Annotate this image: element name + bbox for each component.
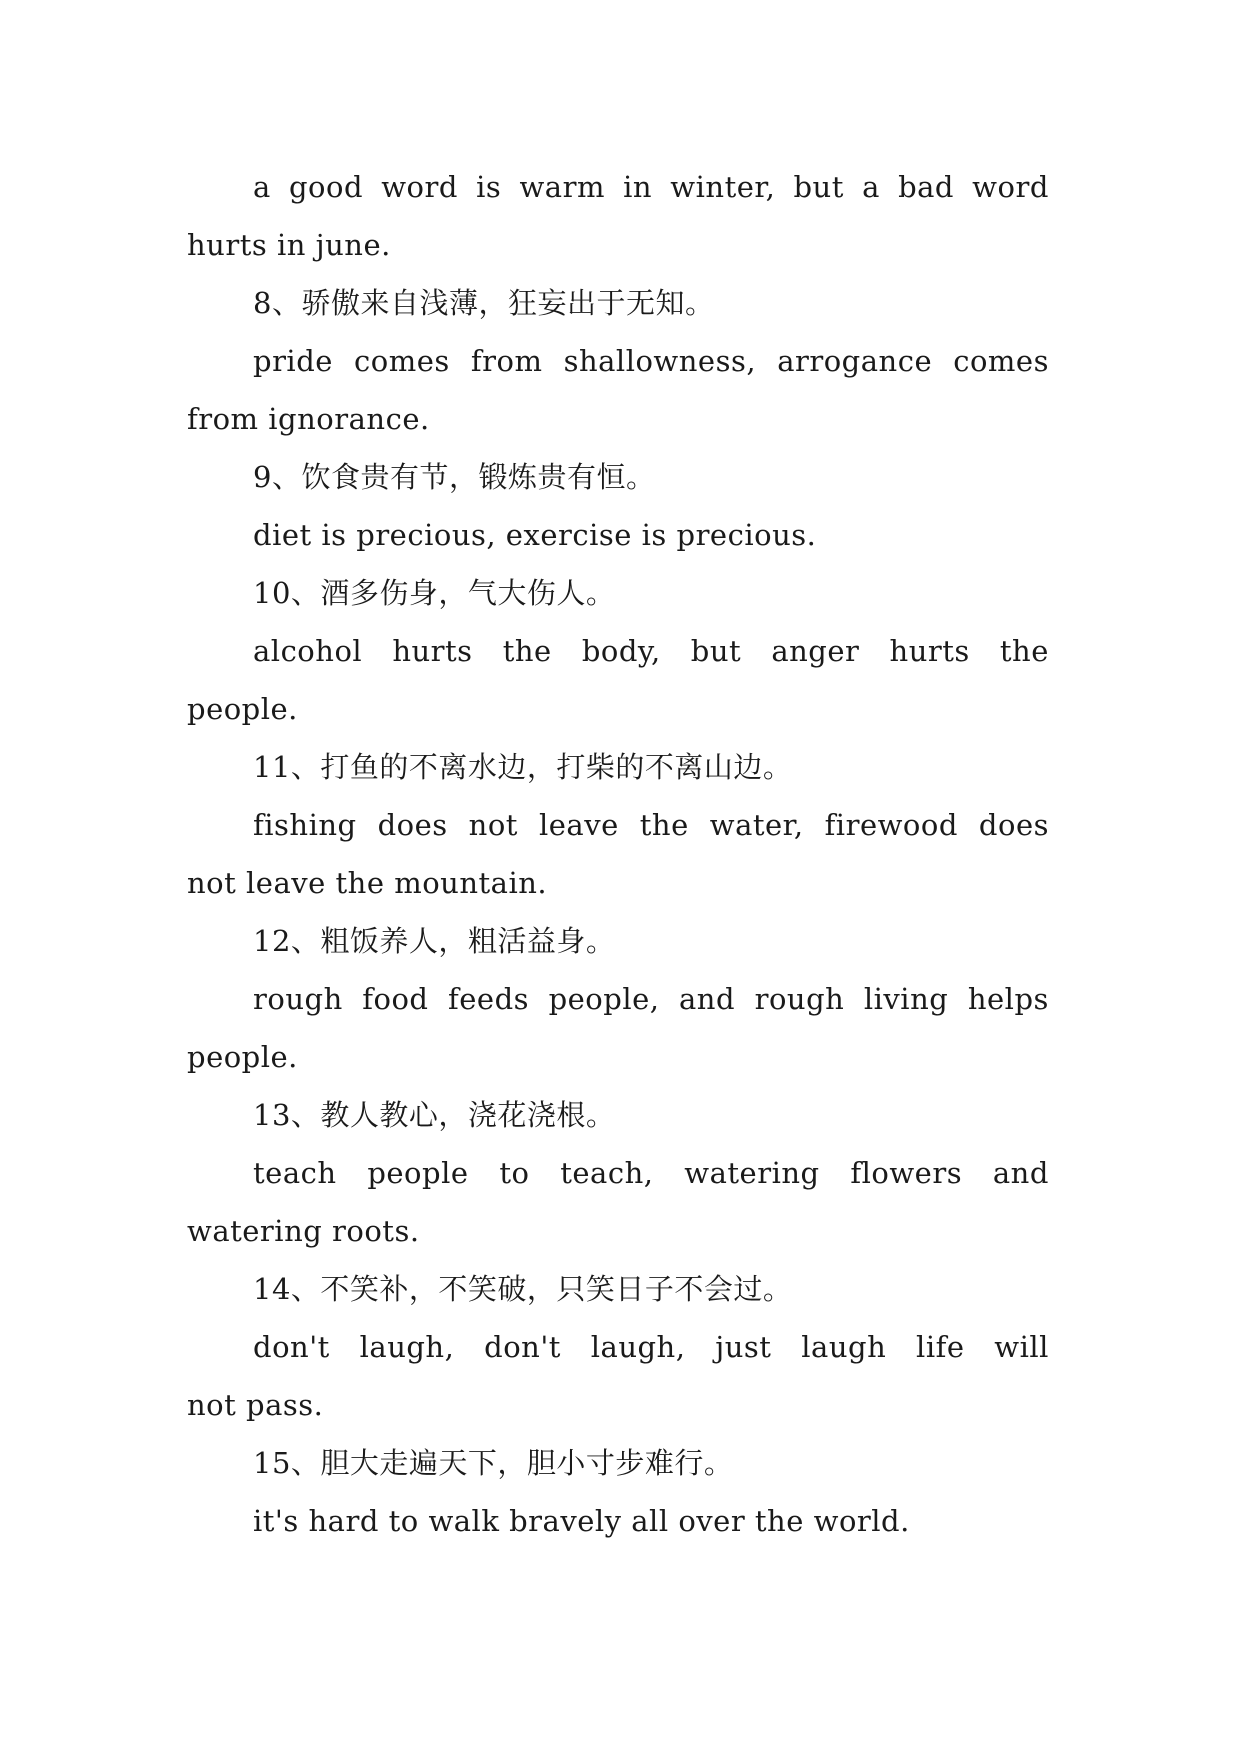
word: arrogance xyxy=(777,344,933,378)
word: laugh xyxy=(801,1330,887,1364)
word: in xyxy=(623,170,653,204)
word: people, xyxy=(548,982,660,1016)
text-line xyxy=(187,158,1049,216)
chinese-proverb-paragraph xyxy=(187,1086,1049,1144)
english-translation-paragraph xyxy=(187,506,1049,564)
text-line xyxy=(187,622,1049,680)
text-line xyxy=(187,1318,1049,1376)
word: food xyxy=(362,982,429,1016)
word: teach xyxy=(253,1156,337,1190)
word: life xyxy=(916,1330,965,1364)
word: hurts xyxy=(889,634,970,668)
text-line: from ignorance. xyxy=(187,402,430,436)
english-translation-paragraph xyxy=(187,796,1049,912)
word: just xyxy=(715,1330,772,1364)
word: but xyxy=(690,634,742,668)
english-translation-paragraph xyxy=(187,622,1049,738)
word: the xyxy=(639,808,689,842)
word: flowers xyxy=(850,1156,963,1190)
word: shallowness, xyxy=(563,344,757,378)
word: watering xyxy=(684,1156,820,1190)
word: word xyxy=(381,170,458,204)
word: comes xyxy=(953,344,1049,378)
word: to xyxy=(499,1156,530,1190)
word: good xyxy=(288,170,364,204)
word: don't xyxy=(484,1330,561,1364)
text-line: diet is precious, exercise is precious. xyxy=(253,518,817,552)
word: laugh, xyxy=(359,1330,455,1364)
word: pride xyxy=(253,344,333,378)
text-line xyxy=(187,796,1049,854)
text-line xyxy=(187,970,1049,1028)
word: comes xyxy=(354,344,450,378)
word: hurts xyxy=(392,634,473,668)
text-line: 12、粗饭养人，粗活益身。 xyxy=(253,924,616,958)
word: alcohol xyxy=(253,634,363,668)
word: a xyxy=(862,170,880,204)
text-line: hurts in june. xyxy=(187,228,391,262)
text-line xyxy=(187,1144,1049,1202)
word: don't xyxy=(253,1330,330,1364)
chinese-proverb-paragraph xyxy=(187,1434,1049,1492)
text-line: not pass. xyxy=(187,1388,324,1422)
chinese-proverb-paragraph xyxy=(187,448,1049,506)
word: does xyxy=(978,808,1049,842)
chinese-proverb-paragraph xyxy=(187,564,1049,622)
word: but xyxy=(793,170,844,204)
chinese-proverb-paragraph xyxy=(187,738,1049,796)
word: from xyxy=(470,344,543,378)
word: a xyxy=(253,170,271,204)
word: the xyxy=(502,634,552,668)
english-translation-paragraph xyxy=(187,158,1049,274)
word: winter, xyxy=(670,170,776,204)
chinese-proverb-paragraph xyxy=(187,912,1049,970)
word: and xyxy=(992,1156,1049,1190)
text-line: 11、打鱼的不离水边，打柴的不离山边。 xyxy=(253,750,793,784)
text-line: 9、饮食贵有节，锻炼贵有恒。 xyxy=(253,460,656,494)
text-line: people. xyxy=(187,1040,298,1074)
word: living xyxy=(863,982,949,1016)
word: people xyxy=(367,1156,469,1190)
text-line: 10、酒多伤身，气大伤人。 xyxy=(253,576,616,610)
word: not xyxy=(468,808,518,842)
word: anger xyxy=(771,634,860,668)
word: helps xyxy=(967,982,1049,1016)
text-line: 15、胆大走遍天下，胆小寸步难行。 xyxy=(253,1446,734,1480)
word: fishing xyxy=(253,808,357,842)
text-line: 8、骄傲来自浅薄，狂妄出于无知。 xyxy=(253,286,715,320)
english-translation-paragraph xyxy=(187,1318,1049,1434)
word: teach, xyxy=(560,1156,654,1190)
english-translation-paragraph xyxy=(187,1144,1049,1260)
text-line: not leave the mountain. xyxy=(187,866,548,900)
word: rough xyxy=(253,982,343,1016)
word: and xyxy=(679,982,736,1016)
word: feeds xyxy=(448,982,530,1016)
english-translation-paragraph xyxy=(187,332,1049,448)
text-line: 14、不笑补，不笑破，只笑日子不会过。 xyxy=(253,1272,793,1306)
text-line: watering roots. xyxy=(187,1214,420,1248)
word: body, xyxy=(581,634,661,668)
chinese-proverb-paragraph xyxy=(187,1260,1049,1318)
text-line: it's hard to walk bravely all over the world. xyxy=(253,1504,910,1538)
document-body xyxy=(187,158,1049,1550)
word: rough xyxy=(754,982,845,1016)
word: will xyxy=(994,1330,1049,1364)
word: does xyxy=(377,808,448,842)
text-line: people. xyxy=(187,692,298,726)
english-translation-paragraph xyxy=(187,970,1049,1086)
word: water, xyxy=(709,808,804,842)
chinese-proverb-paragraph xyxy=(187,274,1049,332)
word: bad xyxy=(898,170,954,204)
word: the xyxy=(999,634,1049,668)
word: leave xyxy=(538,808,619,842)
word: word xyxy=(972,170,1049,204)
word: firewood xyxy=(824,808,958,842)
word: warm xyxy=(519,170,605,204)
word: laugh, xyxy=(590,1330,686,1364)
english-translation-paragraph xyxy=(187,1492,1049,1550)
text-line xyxy=(187,332,1049,390)
text-line: 13、教人教心，浇花浇根。 xyxy=(253,1098,616,1132)
word: is xyxy=(476,170,502,204)
